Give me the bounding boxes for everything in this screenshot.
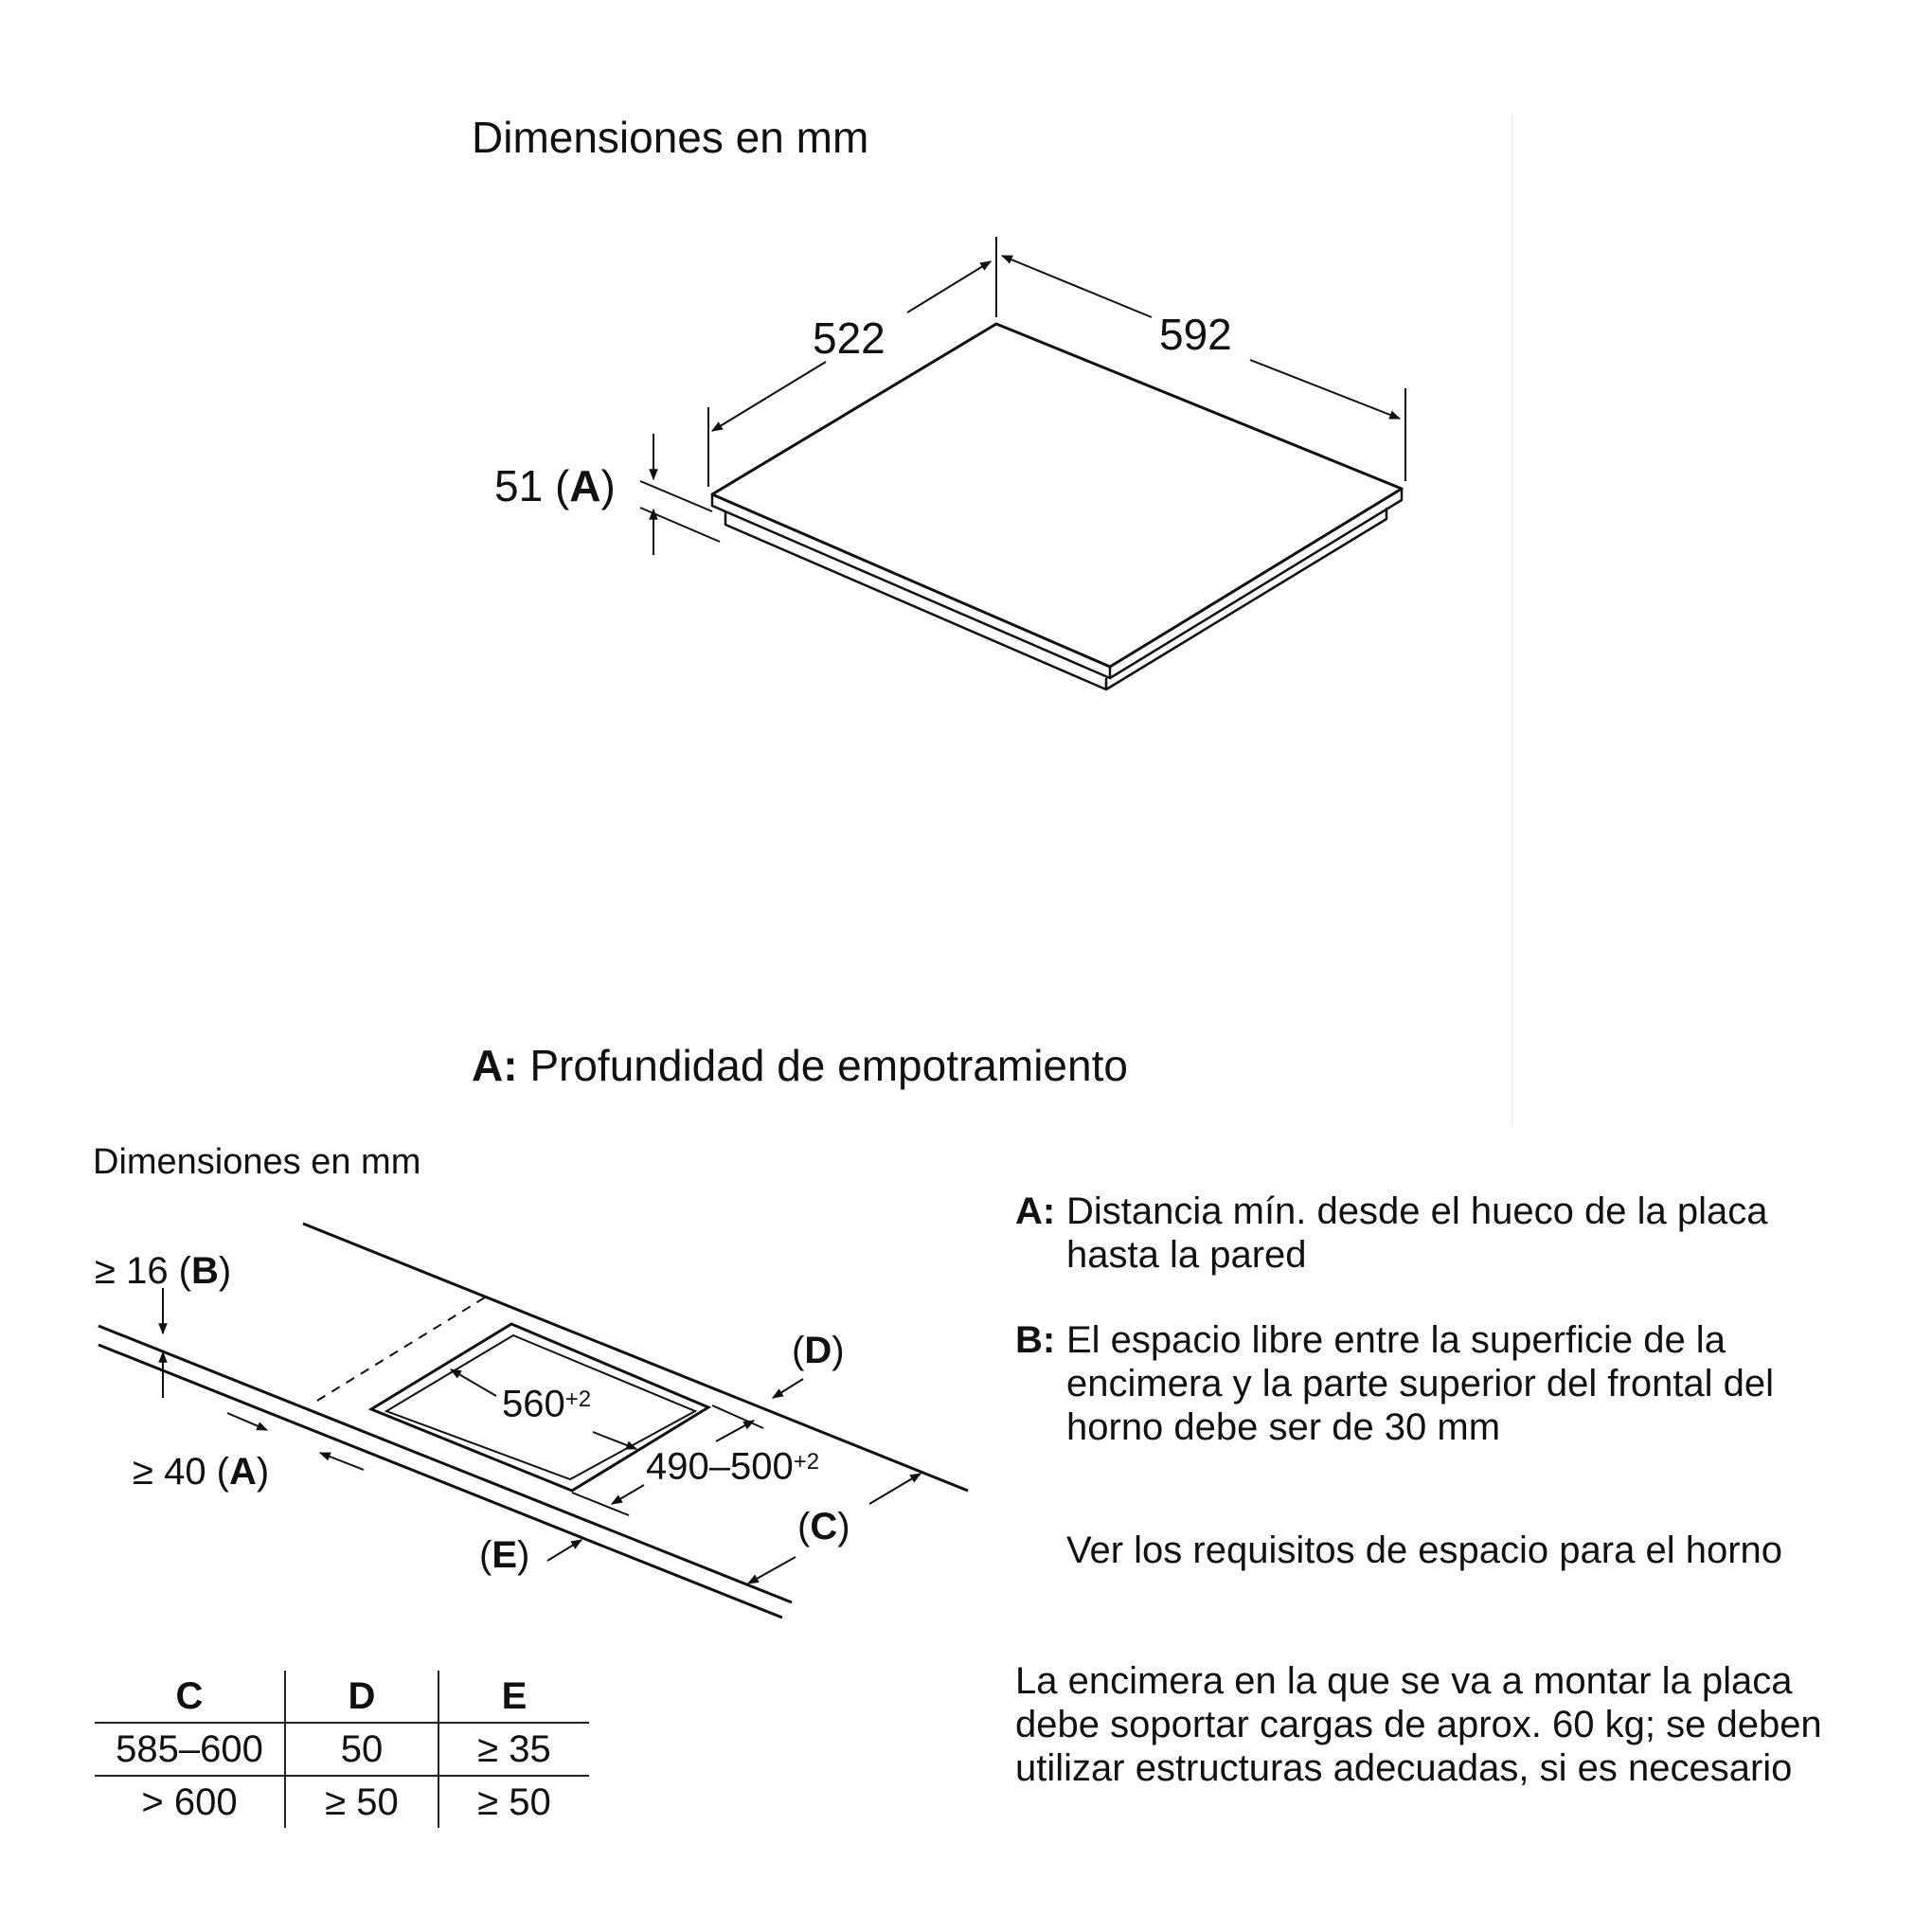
dim-592-line-b <box>1250 360 1400 419</box>
dim-592-line-a <box>1002 256 1152 317</box>
dim-d-arrow <box>773 1379 803 1398</box>
table-cell: > 600 <box>141 1780 238 1823</box>
clearance-table <box>95 1671 589 1828</box>
table-cell: ≥ 50 <box>285 1776 438 1828</box>
table-cell: 50 <box>285 1723 438 1776</box>
dim-560-arrow-left <box>451 1369 496 1396</box>
table-header: E <box>438 1671 589 1723</box>
top-title: Dimensiones en mm <box>472 113 869 162</box>
bottom-title: Dimensiones en mm <box>93 1142 421 1182</box>
note-oven: Ver los requisitos de espacio para el horno <box>1066 1530 1783 1571</box>
dim-depth-arrow-top <box>716 1421 754 1441</box>
note-b: B: El espacio libre entre la superficie de la encimera y la parte superior del frontal del horno debe ser de 30 mm <box>1015 1319 1775 1448</box>
label-a: ≥ 40 (A) <box>133 1451 270 1493</box>
label-b: ≥ 16 (B) <box>95 1250 232 1292</box>
dim-560-arrow-right <box>593 1432 636 1449</box>
dim-c-line-b <box>748 1557 796 1583</box>
table-row <box>95 1776 589 1828</box>
label-d: (D) <box>792 1330 845 1371</box>
label-c: (C) <box>797 1506 850 1547</box>
top-legend: A: Profundidad de empotramiento <box>472 1041 1128 1090</box>
dim-522-line-a <box>712 362 826 431</box>
note-a: A: Distancia mín. desde el hueco de la placa hasta la pared <box>1015 1190 1768 1276</box>
table-cell: 585–600 <box>95 1723 285 1776</box>
dim-a-line-b <box>320 1453 364 1470</box>
table-header: C <box>95 1671 285 1723</box>
dim-c-line-a <box>869 1474 921 1504</box>
dim-depth-label: 522 <box>813 313 886 363</box>
cutout-depth-label: $490-500^{+2}$ <box>646 1445 820 1488</box>
dim-e-arrow <box>547 1540 581 1561</box>
dim-522-line-b <box>907 261 991 313</box>
table-cell: ≥ 35 <box>438 1723 589 1776</box>
note-load: La encimera en la que se va a montar la placa debe soportar cargas de aprox. 60 kg; se deben utilizar estructuras adecuadas, si es necesario <box>1015 1660 1822 1789</box>
cooktop-top-surface <box>712 324 1402 667</box>
wall-reference-dashed <box>313 1297 485 1404</box>
table-cell: ≥ 50 <box>438 1776 589 1828</box>
dim-width-label: 592 <box>1159 310 1232 359</box>
dim-height-label: 51 (A) <box>494 461 616 510</box>
dim-a-line-a <box>227 1413 267 1430</box>
table-row <box>95 1723 589 1776</box>
dim-depth-arrow-bottom <box>612 1485 644 1504</box>
table-header: D <box>285 1671 438 1723</box>
cutout-width-label: $560^{+2}$ <box>502 1383 592 1425</box>
label-e: (E) <box>479 1534 530 1576</box>
